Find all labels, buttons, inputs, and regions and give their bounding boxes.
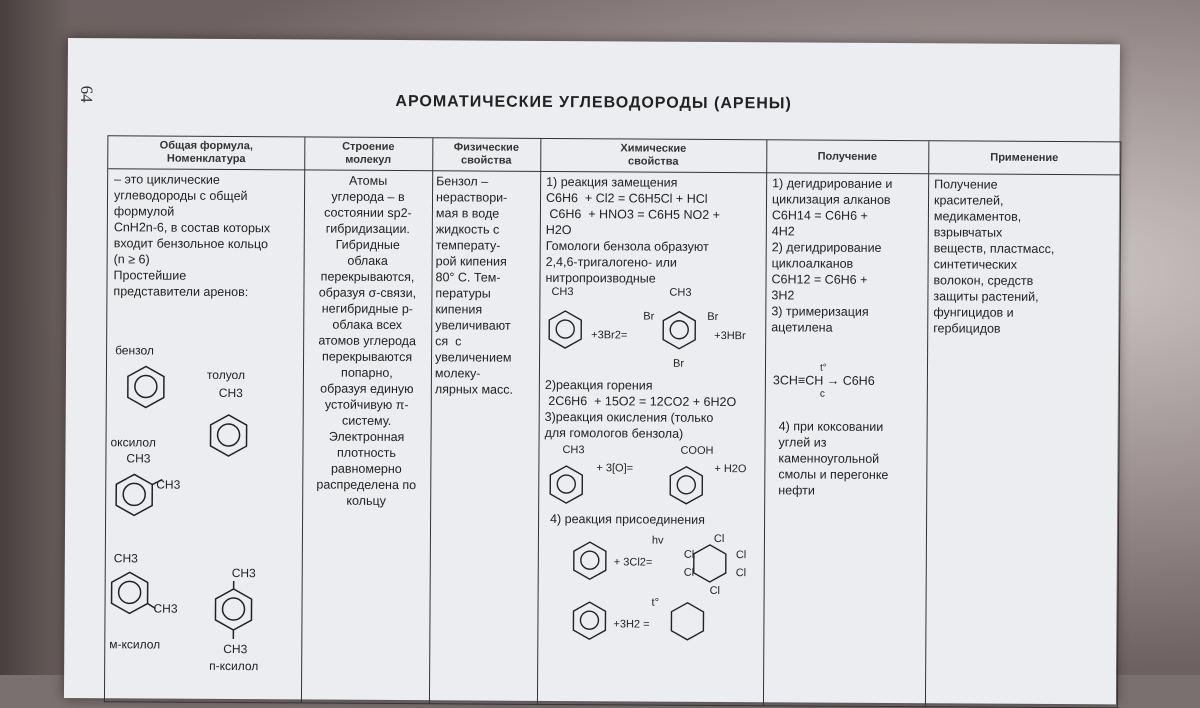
pxylene-label: п-ксилол [209,659,258,673]
addition-cl2: + 3Cl2= [614,556,653,568]
page-number: 64 [76,86,96,103]
bromination-reagent: +3Br2= [591,329,627,341]
shadow-edge [0,0,70,675]
oxylene-ch3-top: CH3 [126,451,150,465]
production-coking: 4) при коксовании углей из каменноугольной смолы и перегонке нефти [778,418,889,499]
acetylene-t: t° [820,361,827,377]
header-physical: Физические свойства [432,141,540,168]
cl-1: Cl [714,533,724,545]
mxylene-ch3-side: CH3 [153,602,177,616]
oxylene-ch3-side: CH3 [156,478,180,492]
mxylene-label: м-ксилол [109,637,160,651]
acetylene-c: c [820,387,825,403]
cl-5: Cl [736,567,746,579]
br-left: Br [643,311,654,323]
oxidation-ch3: CH3 [562,444,584,456]
oxidation-reagent: + 3[O]= [596,462,633,474]
benzene-label: бензол [115,343,154,357]
hexachloro-ring [694,545,726,582]
addition-hv: hv [652,535,664,547]
toluene-ring [210,415,246,456]
header-application: Применение [928,151,1120,165]
toluene-label: толуол [207,368,245,382]
header-structure: Строение молекул [304,140,432,167]
mxylene-ch3-top: CH3 [114,551,138,565]
application-text: Получение красителей, медикаментов, взрывчатых веществ, пластмасс, синтетических волокон, средств защиты растений, фунгицидов и гербицидов [933,176,1055,337]
oxidation-scheme [538,441,764,506]
header-chemical: Химические свойства [540,142,766,169]
arenes-table [104,135,1121,708]
bromination-product-ch3: CH3 [669,287,691,299]
production-text: 1) дегидрирование и циклизация алканов C6H14 = C6H6 + 4H2 2) дегидрирование циклоалканов C6H12 = C6H6 + 3H2 3) тримеризация ацетилена [771,175,892,336]
chlorination-ring [574,542,606,579]
br-right: Br [707,311,718,323]
addition-scheme [537,529,764,650]
physical-text: Бензол – нераствори- мая в воде жидкость с температу- рой кипения 80° С. Тем- пературы кипения увеличивают ся с увеличением молеку- лярных масс. [435,173,515,397]
benzene-ring [128,366,164,407]
cyclohexane-ring [671,603,703,640]
cl-3: Cl [736,549,746,561]
reactions-substitution: 1) реакция замещения C6H6 + Cl2 = C6H5Cl + HCl C6H6 + HNO3 = C6H5 NO2 + H2O Гомологи бензола образуют 2,4,6-тригалогено- или нитропроизводные [545,174,720,287]
formula-text: – это циклические углеводороды с общей формулой CnH2n-6, в состав которых входит бензольное кольцо (n ≥ 6) Простейшие представители аренов: [113,171,270,300]
oxidation-cooh: COOH [680,445,713,457]
hydrogenation-ring [573,602,605,639]
pxylene-ring [215,581,251,639]
header-formula: Общая формула, Номенклатура [108,139,304,166]
addition-t: t° [652,597,660,609]
oxidation-ring-left [550,466,582,503]
bromination-ring-right [663,312,695,349]
book-page [64,38,1120,704]
header-production: Получение [766,150,928,164]
pxylene-ch3-top: CH3 [232,566,256,580]
acetylene-reaction: 3CH≡CH → C6H6 [773,372,875,389]
reactions-combustion-oxidation: 2)реакция горения 2C6H6 + 15O2 = 12CO2 + 6H2O 3)реакция окисления (только для гомологов бензола) [545,377,737,442]
structure-text: Атомы углерода – в состоянии sp2- гибридизации. Гибридные облака перекрываются, образуя σ-связи, негибридные р- облака всех атомов углерода перекрываются попарно, образуя единую устойчивую π- систему. Электронная плотность равномерно распределена по кольцу [304,172,430,509]
bromination-scheme [539,282,766,371]
cl-2: Cl [684,549,694,561]
addition-h2: +3H2 = [613,618,649,630]
bromination-ring-left [549,311,581,348]
oxidation-h2o: + H2O [714,463,747,475]
cl-4: Cl [684,567,694,579]
page-title: АРОМАТИЧЕСКИЕ УГЛЕВОДОРОДЫ (АРЕНЫ) [68,91,1120,115]
br-bottom: Br [673,358,684,370]
bromination-hbr: +3HBr [714,330,746,342]
oxidation-ring-right [670,467,702,504]
toluene-ch3: CH3 [219,386,243,400]
cl-6: Cl [710,585,720,597]
mxylene-ring [111,572,155,613]
pxylene-ch3-bottom: CH3 [223,642,247,656]
bromination-ch3: CH3 [551,286,573,298]
reactions-addition: 4) реакция присоединения [550,511,705,528]
arene-structures [105,336,303,677]
oxylene-label: оксилол [110,435,155,449]
